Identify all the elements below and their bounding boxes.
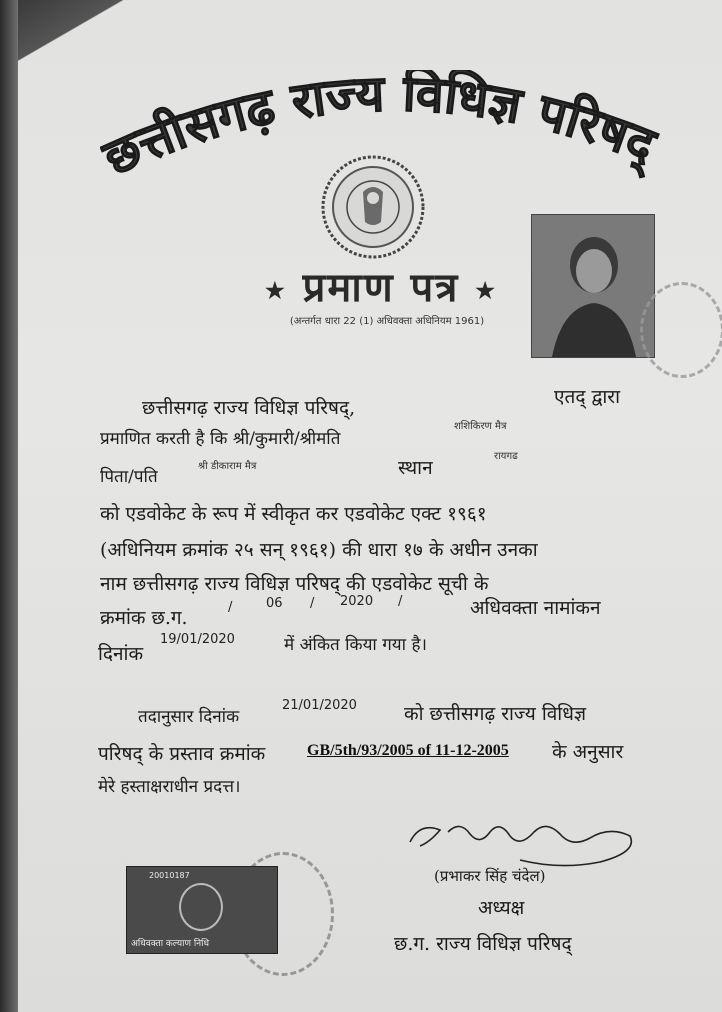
legal-reference: (अन्तर्गत धारा 22 (1) अधिवक्ता अधिनियम 1961) xyxy=(289,316,485,327)
slash: / xyxy=(398,594,403,609)
body-line8-tail: में अंकित किया गया है। xyxy=(284,635,427,655)
father-name: श्री डीकाराम मैत्र xyxy=(198,461,257,472)
body-line5: (अधिनियम क्रमांक २५ सन् १९६१) की धारा १७ के अधीन उनका xyxy=(100,539,538,561)
enrolment-number: 06 xyxy=(266,596,283,611)
body-line8-prefix: दिनांक xyxy=(98,643,144,665)
resolution-number: GB/5th/93/2005 of 11-12-2005 xyxy=(307,742,509,759)
president-signature xyxy=(400,812,640,874)
enrolment-date: 19/01/2020 xyxy=(160,632,235,647)
star-icon: ★ xyxy=(475,278,498,304)
body-line2-prefix: प्रमाणित करती है कि श्री/कुमारी/श्रीमति xyxy=(100,429,341,449)
enrolment-year: 2020 xyxy=(340,594,374,609)
body-council-name: छत्तीसगढ़ राज्य विधिज्ञ परिषद्, xyxy=(142,397,356,419)
star-icon: ★ xyxy=(264,278,287,304)
folded-corner xyxy=(18,0,128,70)
issue-line3: मेरे हस्ताक्षराधीन प्रदत्त। xyxy=(98,777,241,797)
council-name: छत्तीसगढ़ राज्य विधिज्ञ परिषद् xyxy=(100,70,660,188)
body-line1-tail: एतद् द्वारा xyxy=(554,386,621,408)
issue-date: 21/01/2020 xyxy=(282,698,357,713)
round-stamp-photo xyxy=(640,282,722,378)
certificate-title-text: प्रमाण पत्र xyxy=(302,264,460,311)
issue-line1-tail: को छत्तीसगढ़ राज्य विधिज्ञ xyxy=(404,703,587,725)
advocate-photo xyxy=(531,214,655,358)
issue-line1-prefix: तदानुसार दिनांक xyxy=(138,707,240,727)
place-label: स्थान xyxy=(398,457,433,479)
welfare-fund-stamp xyxy=(126,866,278,954)
stamp-code: 20010187 xyxy=(149,871,190,880)
body-line6: नाम छत्तीसगढ़ राज्य विधिज्ञ परिषद् की एडवोकेट सूची के xyxy=(100,573,489,595)
issue-line2-tail: के अनुसार xyxy=(552,741,624,763)
slash: / xyxy=(310,596,315,611)
certificate-title xyxy=(236,258,526,311)
stamp-text: अधिवक्ता कल्याण निधि xyxy=(131,939,210,949)
emblem-icon xyxy=(179,883,223,931)
signatory-designation: अध्यक्ष xyxy=(478,897,525,919)
body-line4: को एडवोकेट के रूप में स्वीकृत कर एडवोकेट एक्ट १९६१ xyxy=(100,503,487,525)
council-seal-emblem xyxy=(318,152,428,262)
body-line3-prefix: पिता/पति xyxy=(100,467,158,487)
advocate-name: शशिकिरण मैत्र xyxy=(454,421,507,432)
issue-line2-prefix: परिषद् के प्रस्ताव क्रमांक xyxy=(98,743,266,765)
place-value: रायगढ xyxy=(494,451,518,462)
body-line7-tail: अधिवक्ता नामांकन xyxy=(470,597,601,619)
signatory-office: छ.ग. राज्य विधिज्ञ परिषद् xyxy=(394,933,572,955)
body-line7-prefix: क्रमांक छ.ग. xyxy=(100,607,188,629)
slash: / xyxy=(228,600,233,615)
signatory-name: (प्रभाकर सिंह चंदेल) xyxy=(434,867,546,885)
